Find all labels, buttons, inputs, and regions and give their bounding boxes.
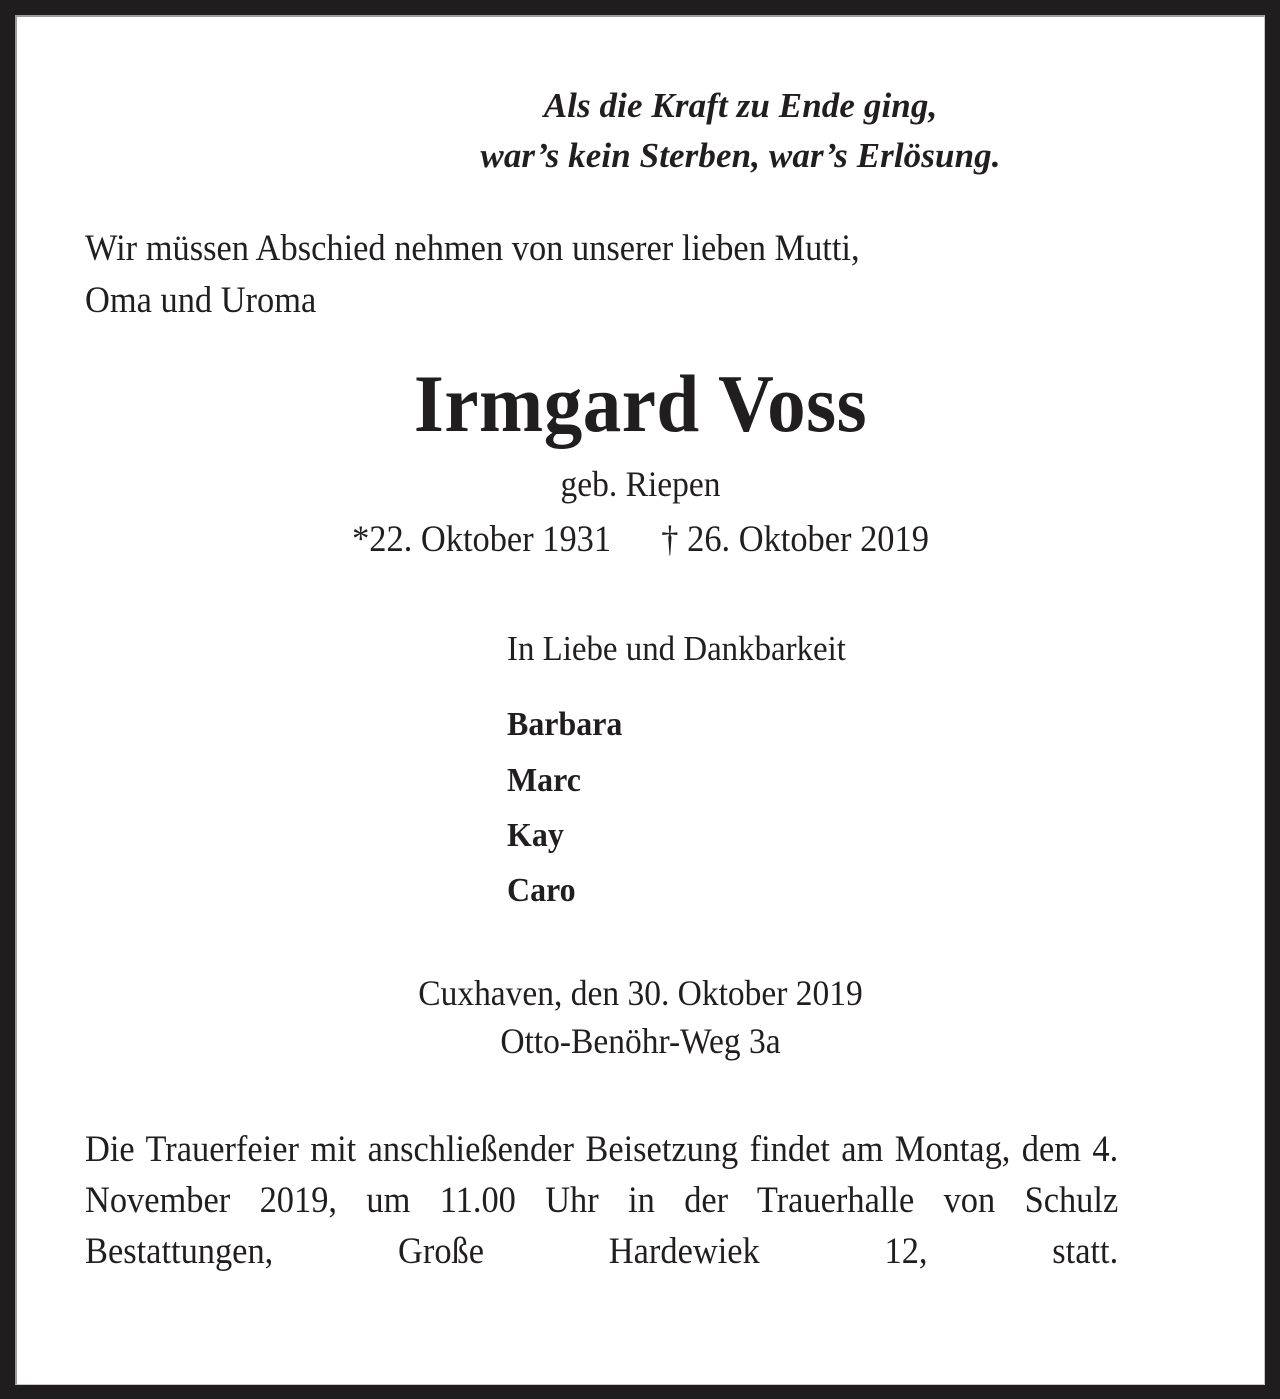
place-line-1: Cuxhaven, den 30. Oktober 2019 <box>418 972 863 1013</box>
epigraph-line-1: Als die Kraft zu Ende ging, <box>543 86 938 125</box>
survivor-list <box>507 671 1196 917</box>
list-item: Kay <box>507 816 564 854</box>
service-info: Die Trauerfeier mit anschließender Beisetzung findet am Montag, dem 4. November 2019, um 11.00 Uhr in der Trauerhalle von Schulz Bestattungen, Große Hardewiek 12, statt. <box>85 1128 1119 1272</box>
maiden-name: geb. Riepen <box>560 464 721 505</box>
intro-line-1: Wir müssen Abschied nehmen von unserer lieben Mutti, <box>85 228 860 270</box>
epigraph <box>85 17 1196 180</box>
list-item: Marc <box>507 761 581 799</box>
death-notice-card <box>15 15 1265 1385</box>
life-dates <box>124 508 1157 564</box>
epigraph-line-2: war’s kein Sterben, war’s Erlösung. <box>480 135 1001 175</box>
list-item: Caro <box>507 871 576 909</box>
intro-line-2: Oma und Uroma <box>85 279 317 321</box>
birth-date: *22. Oktober 1931 <box>352 518 612 560</box>
notice-content <box>17 17 1264 1384</box>
place-and-date <box>124 918 1157 1066</box>
intro-text <box>85 180 1118 326</box>
list-item: Barbara <box>507 706 623 744</box>
survivors-block <box>85 564 1196 918</box>
place-line-2: Otto-Benöhr-Weg 3a <box>500 1020 781 1061</box>
dedication-text: In Liebe und Dankbarkeit <box>507 628 846 668</box>
deceased-name: Irmgard Voss <box>413 358 868 450</box>
death-date: † 26. Oktober 2019 <box>661 518 929 560</box>
